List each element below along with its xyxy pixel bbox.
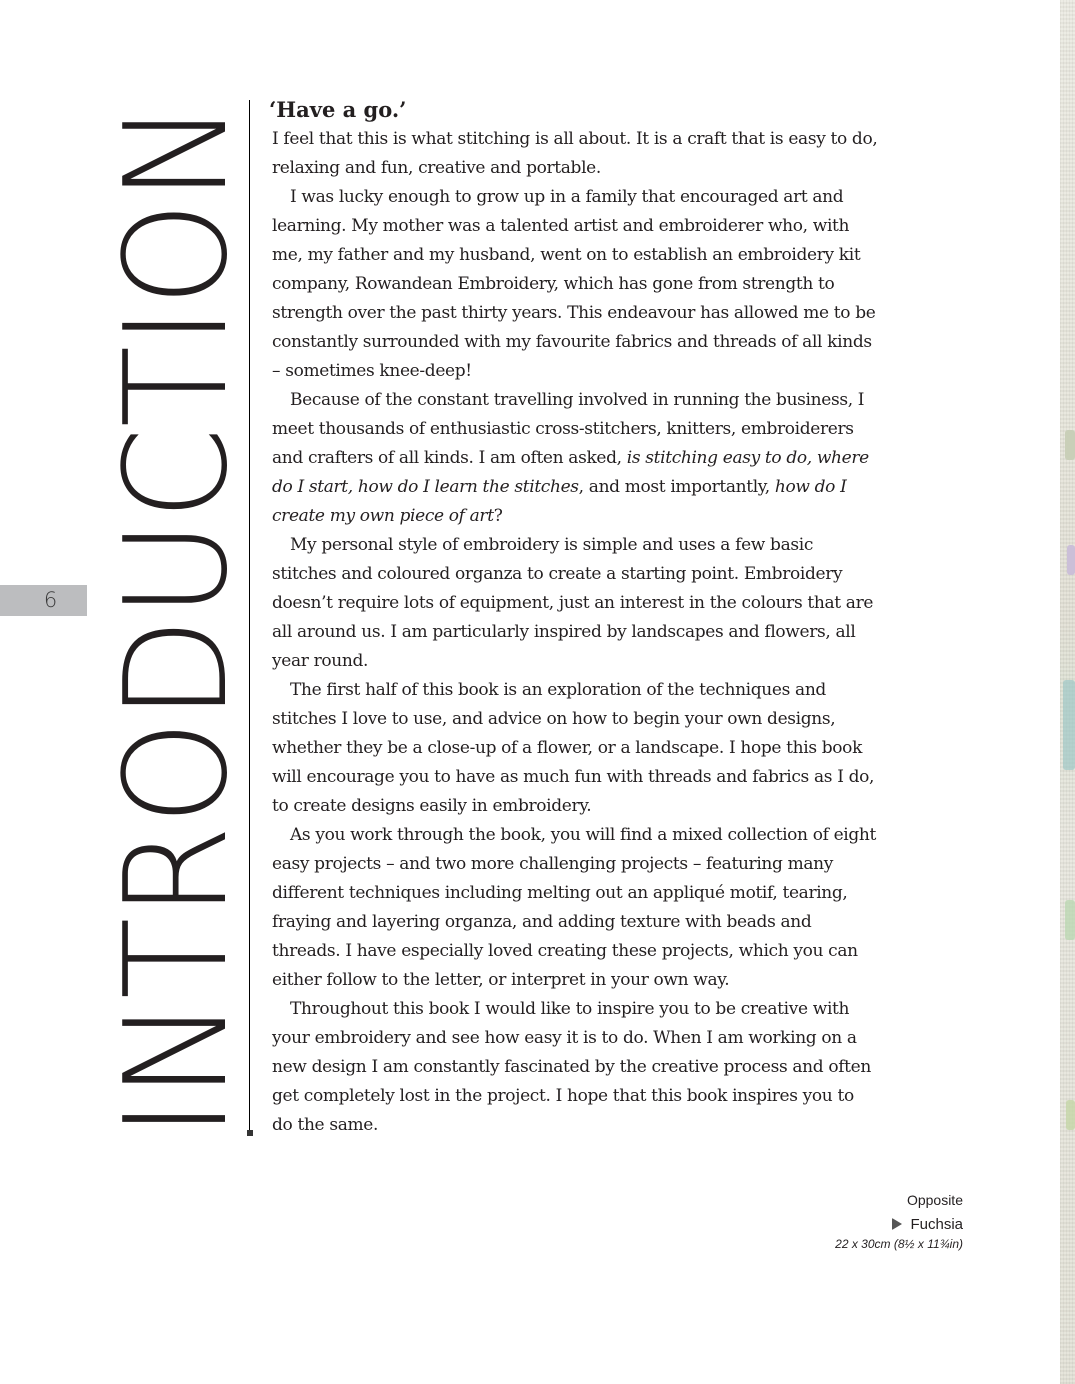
article-paragraphs (268, 125, 878, 1140)
text-run: My personal style of embroidery is simple and uses a few basic stitches and coloured organza to create a starting point. Embroidery doesn’t require lots of equipment, just an interest in the colours that are all around us. I am particularly inspired by landscapes and flowers, all year round. (272, 535, 874, 671)
paragraph (272, 995, 878, 1140)
figure-caption (835, 1190, 963, 1253)
italic-run: how do I create my own piece of art (272, 477, 847, 526)
paragraph (272, 821, 878, 995)
section-title-vertical (95, 41, 259, 1138)
article-heading: ‘Have a go.’ (269, 97, 407, 122)
caption-arrow-icon (892, 1218, 902, 1230)
paragraph (272, 386, 878, 531)
section-title-text: INTRODUCTION (95, 41, 259, 1138)
rule-end-marker (247, 1130, 253, 1136)
caption-title-row (835, 1215, 963, 1235)
caption-title: Fuchsia (910, 1216, 963, 1233)
article-body (268, 95, 878, 1140)
text-run: As you work through the book, you will find a mixed collection of eight easy projects – and two more challenging projects – featuring many different techniques including melting out an appliqué motif, tearing, fraying and layering organza, and adding texture with beads and threads. I have especially loved creating these projects, which you can either follow to the letter, or interpret in your own way. (272, 825, 877, 990)
text-run: Throughout this book I would like to inspire you to be creative with your embroidery and see how easy it is to do. When I am working on a new design I am constantly fascinated by the creative process and often get completely lost in the project. I hope that this book inspires you to do the same. (272, 999, 871, 1135)
text-run: I was lucky enough to grow up in a family that encouraged art and learning. My mother was a talented artist and embroiderer who, with me, my father and my husband, went on to establish an embroidery kit company, Rowandean Embroidery, which has gone from strength to strength over the past thirty years. This endeavour has allowed me to be constantly surrounded with my favourite fabrics and threads of all kinds – sometimes knee-deep! (272, 187, 876, 381)
text-run: ? (493, 506, 503, 526)
caption-label: Opposite (906, 1192, 963, 1208)
paragraph (272, 676, 878, 821)
caption-dimensions: 22 x 30cm (8½ x 11¾in) (835, 1237, 963, 1251)
text-run: I feel that this is what stitching is all about. It is a craft that is easy to do, relaxing and fun, creative and portable. (272, 129, 878, 178)
paragraph (272, 183, 878, 386)
vertical-rule (249, 100, 250, 1130)
page-number: 6 (43, 588, 58, 612)
italic-run: is stitching easy to do, where do I start, how do I learn the stitches (272, 448, 869, 497)
text-run: Because of the constant travelling involved in running the business, I meet thousands of enthusiastic cross-stitchers, knitters, embroiderers and crafters of all kinds. I am often asked, (272, 390, 865, 468)
fabric-edge-strip (1060, 0, 1075, 1384)
text-run: The first half of this book is an exploration of the techniques and stitches I love to use, and advice on how to begin your own designs, whether they be a close-up of a flower, or a landscape. I hope this book will encourage you to have as much fun with threads and fabrics as I do, to create designs easily in embroidery. (272, 680, 875, 816)
paragraph (272, 125, 878, 183)
page-number-tab (0, 585, 87, 616)
paragraph (272, 531, 878, 676)
text-run: , and most importantly, (578, 477, 775, 497)
